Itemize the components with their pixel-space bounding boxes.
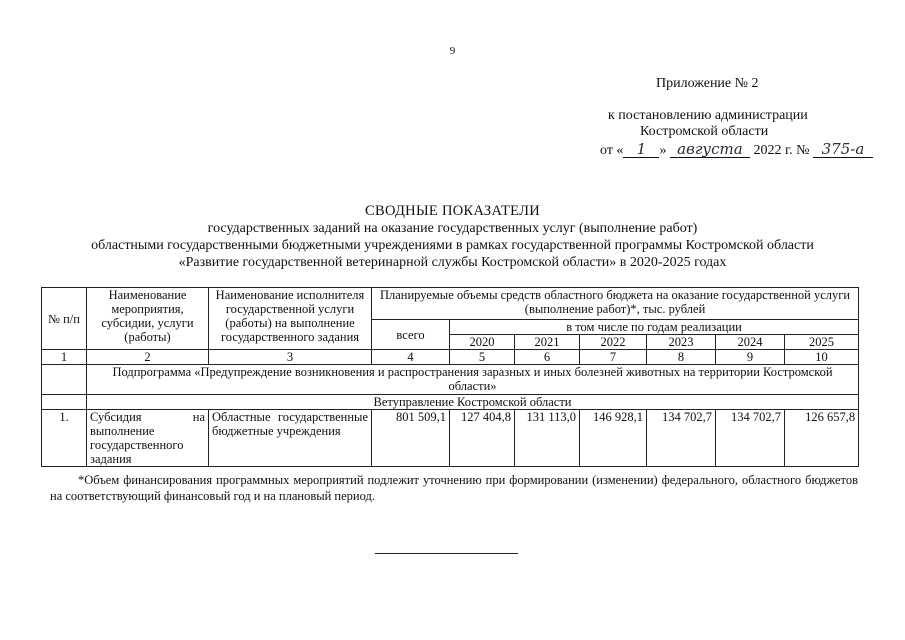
header-executor: Наименование исполнителя государственной услуги (работы) на выполнение государственного задания: [209, 288, 372, 350]
column-number: 7: [580, 350, 647, 365]
subprogram-empty-cell: [42, 365, 87, 395]
row-2024: 134 702,7: [716, 410, 785, 467]
document-title: [0, 203, 905, 271]
table-row: [42, 410, 859, 467]
subprogram-title: Подпрограмма «Предупреждение возникновения и распространения заразных и иных болезней животных на территории Костромской области»: [87, 365, 859, 395]
row-2020: 127 404,8: [450, 410, 515, 467]
header-row-1: [42, 288, 859, 320]
header-event: Наименование мероприятия, субсидии, услуги (работы): [87, 288, 209, 350]
page-number: 9: [449, 45, 456, 57]
handwritten-number: 375-а: [813, 142, 873, 158]
column-number: 1: [42, 350, 87, 365]
date-mid: »: [659, 143, 667, 158]
appendix-region: Костромской области: [640, 124, 769, 139]
department-name: Ветуправление Костромской области: [87, 395, 859, 410]
row-2025: 126 657,8: [785, 410, 859, 467]
row-2021: 131 113,0: [515, 410, 580, 467]
indicators-table: [41, 287, 859, 467]
header-year: 2022: [580, 335, 647, 350]
appendix-resolution: к постановлению администрации: [608, 108, 808, 123]
row-2022: 146 928,1: [580, 410, 647, 467]
header-num: № п/п: [42, 288, 87, 350]
department-row: [42, 395, 859, 410]
appendix-block: [600, 76, 890, 159]
header-by-years: в том числе по годам реализации: [450, 320, 859, 335]
column-number: 6: [515, 350, 580, 365]
row-2023: 134 702,7: [647, 410, 716, 467]
header-year: 2020: [450, 335, 515, 350]
appendix-date-line: [600, 142, 890, 159]
handwritten-day: 1: [623, 142, 659, 158]
row-executor: Областные государственные бюджетные учреждения: [209, 410, 372, 467]
header-year: 2025: [785, 335, 859, 350]
row-event: Субсидия на выполнение государственного задания: [87, 410, 209, 467]
row-total: 801 509,1: [372, 410, 450, 467]
title-main: СВОДНЫЕ ПОКАЗАТЕЛИ: [365, 203, 540, 219]
column-number: 9: [716, 350, 785, 365]
column-number: 5: [450, 350, 515, 365]
header-year: 2024: [716, 335, 785, 350]
header-year: 2021: [515, 335, 580, 350]
title-line-3: областными государственными бюджетными учреждениями в рамках государственной программы Костромской области: [91, 238, 814, 253]
title-line-2: государственных заданий на оказание государственных услуг (выполнение работ): [207, 221, 698, 236]
column-number: 3: [209, 350, 372, 365]
header-total: всего: [372, 320, 450, 350]
header-planned: Планируемые объемы средств областного бюджета на оказание государственной услуги (выполнение работ)*, тыс. рублей: [372, 288, 859, 320]
title-line-4: «Развитие государственной ветеринарной службы Костромской области» в 2020-2025 годах: [178, 255, 727, 270]
handwritten-month: августа: [670, 142, 750, 158]
column-number: 2: [87, 350, 209, 365]
column-number: 10: [785, 350, 859, 365]
department-empty-cell: [42, 395, 87, 410]
divider: [375, 553, 518, 554]
appendix-title: Приложение № 2: [656, 76, 759, 91]
column-number: 4: [372, 350, 450, 365]
date-year: 2022 г. №: [753, 143, 810, 158]
header-year: 2023: [647, 335, 716, 350]
column-number: 8: [647, 350, 716, 365]
footnote: *Объем финансирования программных мероприятий подлежит уточнению при формировании (изменении) федерального, областного бюджетов на соответствующий финансовый год и на плановый период.: [50, 473, 858, 503]
subprogram-row: [42, 365, 859, 395]
column-number-row: [42, 350, 859, 365]
row-num: 1.: [42, 410, 87, 467]
date-prefix: от «: [600, 143, 624, 158]
